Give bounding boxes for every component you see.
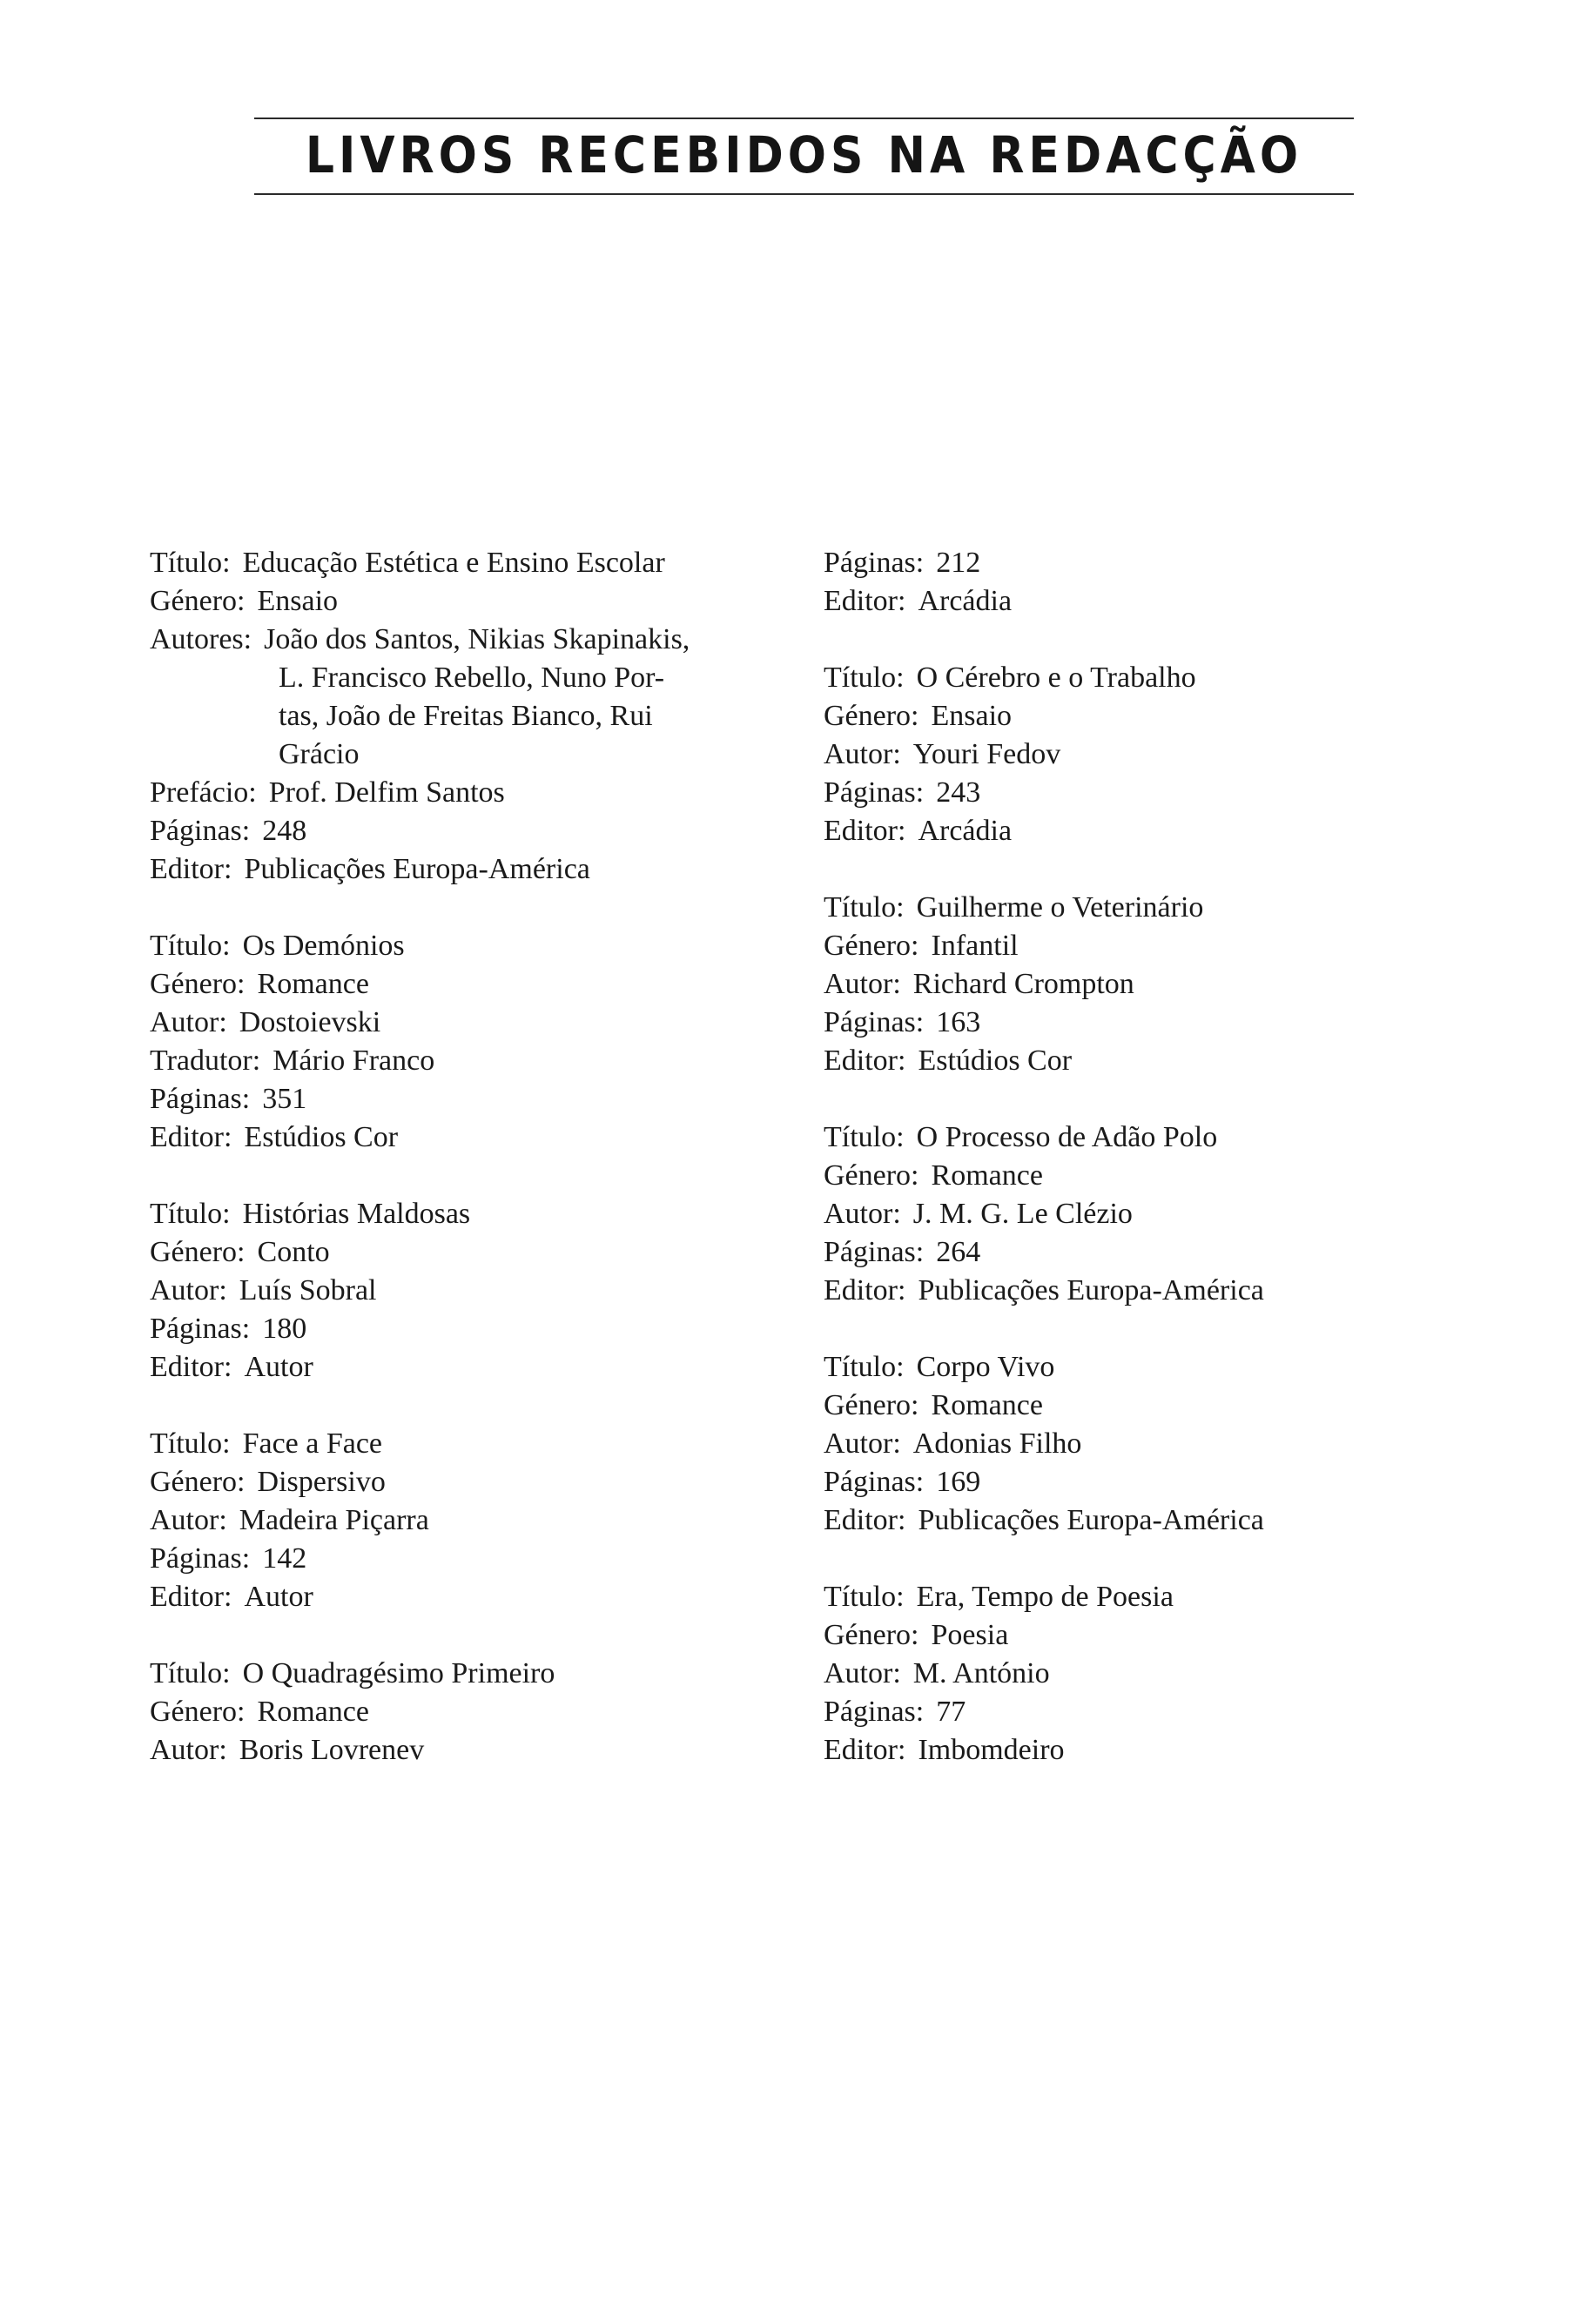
- field-value: Poesia: [931, 1619, 1009, 1651]
- entry-line: [824, 1195, 1372, 1233]
- entry-line: [824, 1233, 1372, 1272]
- field-label: Editor:: [824, 1044, 906, 1077]
- field-value: Estúdios Cor: [918, 1044, 1073, 1077]
- field-value: Prof. Delfim Santos: [268, 776, 505, 809]
- field-value: Autor: [244, 1351, 313, 1383]
- book-entry: [824, 889, 1372, 1080]
- entry-line: [824, 927, 1372, 965]
- field-value: L. Francisco Rebello, Nuno Por-: [279, 662, 665, 694]
- entry-line: [150, 850, 794, 889]
- field-label: Título:: [150, 1657, 231, 1689]
- entry-line: [150, 1425, 794, 1463]
- field-label: Páginas:: [150, 1083, 251, 1115]
- book-entry: [150, 1195, 794, 1387]
- entry-line: [150, 812, 794, 850]
- entry-line: [824, 1578, 1372, 1616]
- field-value: Infantil: [931, 930, 1019, 962]
- field-label: Autor:: [824, 1427, 901, 1460]
- book-entry: [824, 544, 1372, 621]
- field-value: Publicações Europa-América: [918, 1274, 1264, 1306]
- entry-line: [150, 1195, 794, 1233]
- entry-line: [150, 965, 794, 1004]
- field-value: 248: [262, 815, 307, 847]
- field-value: O Processo de Adão Polo: [916, 1121, 1218, 1153]
- field-label: Páginas:: [150, 815, 251, 847]
- field-label: Género:: [150, 968, 246, 1000]
- field-value: Grácio: [279, 738, 360, 770]
- field-label: Título:: [150, 1198, 231, 1230]
- page-heading: LIVROS RECEBIDOS NA REDACÇÃO: [305, 126, 1303, 185]
- entry-line: [824, 544, 1372, 582]
- field-label: Título:: [824, 662, 905, 694]
- entry-line: [150, 1310, 794, 1348]
- entry-line: [150, 1693, 794, 1731]
- entry-line: [824, 965, 1372, 1004]
- entry-line: [824, 889, 1372, 927]
- book-entry: [150, 1655, 794, 1770]
- field-value: Ensaio: [257, 585, 339, 617]
- field-value: Richard Crompton: [912, 968, 1134, 1000]
- entry-line: [824, 1731, 1372, 1770]
- field-label: Título:: [150, 930, 231, 962]
- field-value: 169: [936, 1466, 981, 1498]
- entry-line: [150, 1463, 794, 1501]
- field-value: Estúdios Cor: [244, 1121, 399, 1153]
- book-entry: [150, 544, 794, 889]
- entry-line: [824, 1501, 1372, 1540]
- field-value: Boris Lovrenev: [239, 1734, 425, 1766]
- field-value: Romance: [257, 1696, 369, 1728]
- entry-line: [150, 544, 794, 582]
- field-value: Publicações Europa-América: [244, 853, 590, 885]
- field-label: Género:: [824, 1389, 919, 1421]
- entry-line: [824, 1348, 1372, 1387]
- entry-line: [150, 1272, 794, 1310]
- entry-line: [150, 1540, 794, 1578]
- field-label: Autor:: [824, 1198, 901, 1230]
- field-label: Autor:: [150, 1006, 227, 1038]
- field-label: Autores:: [150, 623, 252, 655]
- field-value: Madeira Piçarra: [239, 1504, 429, 1536]
- entry-line: [150, 1080, 794, 1118]
- book-entry: [150, 927, 794, 1157]
- book-entry: [824, 659, 1372, 850]
- entry-line: [150, 697, 794, 735]
- field-value: Corpo Vivo: [916, 1351, 1055, 1383]
- entry-line: [150, 1118, 794, 1157]
- entry-line: [824, 735, 1372, 774]
- field-value: Romance: [931, 1389, 1043, 1421]
- entry-line: [150, 1501, 794, 1540]
- field-label: Género:: [824, 700, 919, 732]
- entry-line: [824, 659, 1372, 697]
- field-label: Páginas:: [824, 547, 925, 579]
- field-value: Luís Sobral: [239, 1274, 377, 1306]
- field-label: Género:: [150, 1696, 246, 1728]
- field-label: Páginas:: [824, 1466, 925, 1498]
- field-label: Autor:: [150, 1734, 227, 1766]
- field-value: Face a Face: [242, 1427, 383, 1460]
- field-value: 142: [262, 1542, 307, 1575]
- entry-line: [150, 1578, 794, 1616]
- field-value: Educação Estética e Ensino Escolar: [242, 547, 665, 579]
- entry-line: [824, 1042, 1372, 1080]
- field-value: Arcádia: [918, 585, 1013, 617]
- field-label: Título:: [150, 1427, 231, 1460]
- field-value: 77: [936, 1696, 966, 1728]
- field-value: João dos Santos, Nikias Skapinakis,: [264, 623, 690, 655]
- entry-line: [150, 1731, 794, 1770]
- entry-line: [824, 1272, 1372, 1310]
- entry-line: [824, 1616, 1372, 1655]
- field-label: Título:: [824, 1581, 905, 1613]
- field-value: Dostoievski: [239, 1006, 381, 1038]
- field-label: Género:: [150, 1466, 246, 1498]
- entry-line: [150, 659, 794, 697]
- field-value: Arcádia: [918, 815, 1013, 847]
- entry-line: [150, 582, 794, 621]
- field-value: Os Demónios: [242, 930, 405, 962]
- field-label: Editor:: [824, 1504, 906, 1536]
- book-entry: [150, 1425, 794, 1616]
- field-label: Editor:: [150, 853, 232, 885]
- field-value: Adonias Filho: [912, 1427, 1082, 1460]
- field-value: 180: [262, 1313, 307, 1345]
- entry-line: [150, 1004, 794, 1042]
- entry-line: [824, 1425, 1372, 1463]
- entry-line: [150, 774, 794, 812]
- entry-line: [150, 735, 794, 774]
- field-label: Páginas:: [150, 1542, 251, 1575]
- field-value: Era, Tempo de Poesia: [916, 1581, 1174, 1613]
- entry-line: [824, 582, 1372, 621]
- field-label: Páginas:: [150, 1313, 251, 1345]
- field-value: Autor: [244, 1581, 313, 1613]
- field-value: Guilherme o Veterinário: [916, 891, 1204, 924]
- field-label: Páginas:: [824, 1006, 925, 1038]
- field-label: Título:: [150, 547, 231, 579]
- field-label: Editor:: [824, 1734, 906, 1766]
- field-label: Género:: [824, 930, 919, 962]
- field-label: Género:: [824, 1159, 919, 1192]
- field-value: Romance: [931, 1159, 1043, 1192]
- field-value: Dispersivo: [257, 1466, 386, 1498]
- right-column: [824, 544, 1372, 1808]
- book-entry: [824, 1578, 1372, 1770]
- field-label: Género:: [824, 1619, 919, 1651]
- entry-line: [150, 1655, 794, 1693]
- field-label: Título:: [824, 1121, 905, 1153]
- field-label: Editor:: [150, 1351, 232, 1383]
- field-label: Editor:: [824, 815, 906, 847]
- field-label: Autor:: [150, 1504, 227, 1536]
- field-label: Tradutor:: [150, 1044, 261, 1077]
- entry-line: [824, 1693, 1372, 1731]
- field-value: 264: [936, 1236, 981, 1268]
- field-value: tas, João de Freitas Bianco, Rui: [279, 700, 653, 732]
- field-label: Autor:: [824, 738, 901, 770]
- field-value: Conto: [257, 1236, 330, 1268]
- field-label: Título:: [824, 1351, 905, 1383]
- field-label: Autor:: [824, 968, 901, 1000]
- entry-line: [150, 621, 794, 659]
- book-entry: [824, 1348, 1372, 1540]
- field-value: Imbomdeiro: [918, 1734, 1065, 1766]
- entry-line: [824, 812, 1372, 850]
- field-label: Editor:: [824, 585, 906, 617]
- field-label: Páginas:: [824, 1236, 925, 1268]
- field-value: O Quadragésimo Primeiro: [242, 1657, 555, 1689]
- entry-line: [150, 1348, 794, 1387]
- entry-line: [824, 774, 1372, 812]
- field-value: 163: [936, 1006, 981, 1038]
- field-label: Título:: [824, 891, 905, 924]
- entry-line: [824, 1004, 1372, 1042]
- entry-line: [824, 1463, 1372, 1501]
- heading-rule-bottom: [254, 193, 1354, 195]
- heading-rule-top: [254, 118, 1354, 119]
- field-label: Páginas:: [824, 776, 925, 809]
- entry-line: [150, 1042, 794, 1080]
- field-value: Romance: [257, 968, 369, 1000]
- field-value: 243: [936, 776, 981, 809]
- field-value: Histórias Maldosas: [242, 1198, 471, 1230]
- field-value: Ensaio: [931, 700, 1013, 732]
- field-label: Páginas:: [824, 1696, 925, 1728]
- entry-line: [150, 927, 794, 965]
- left-column: [150, 544, 794, 1808]
- entry-line: [150, 1233, 794, 1272]
- field-label: Editor:: [824, 1274, 906, 1306]
- field-label: Género:: [150, 1236, 246, 1268]
- entry-line: [824, 697, 1372, 735]
- field-value: J. M. G. Le Clézio: [912, 1198, 1133, 1230]
- field-label: Género:: [150, 585, 246, 617]
- field-value: Mário Franco: [273, 1044, 435, 1077]
- book-entry: [824, 1118, 1372, 1310]
- field-label: Autor:: [824, 1657, 901, 1689]
- field-label: Autor:: [150, 1274, 227, 1306]
- field-label: Prefácio:: [150, 776, 257, 809]
- field-value: Youri Fedov: [912, 738, 1061, 770]
- field-value: O Cérebro e o Trabalho: [916, 662, 1196, 694]
- field-value: 351: [262, 1083, 307, 1115]
- field-value: 212: [936, 547, 981, 579]
- entry-line: [824, 1655, 1372, 1693]
- entry-line: [824, 1118, 1372, 1157]
- entry-line: [824, 1387, 1372, 1425]
- field-label: Editor:: [150, 1581, 232, 1613]
- entry-line: [824, 1157, 1372, 1195]
- field-label: Editor:: [150, 1121, 232, 1153]
- field-value: M. António: [912, 1657, 1050, 1689]
- field-value: Publicações Europa-América: [918, 1504, 1264, 1536]
